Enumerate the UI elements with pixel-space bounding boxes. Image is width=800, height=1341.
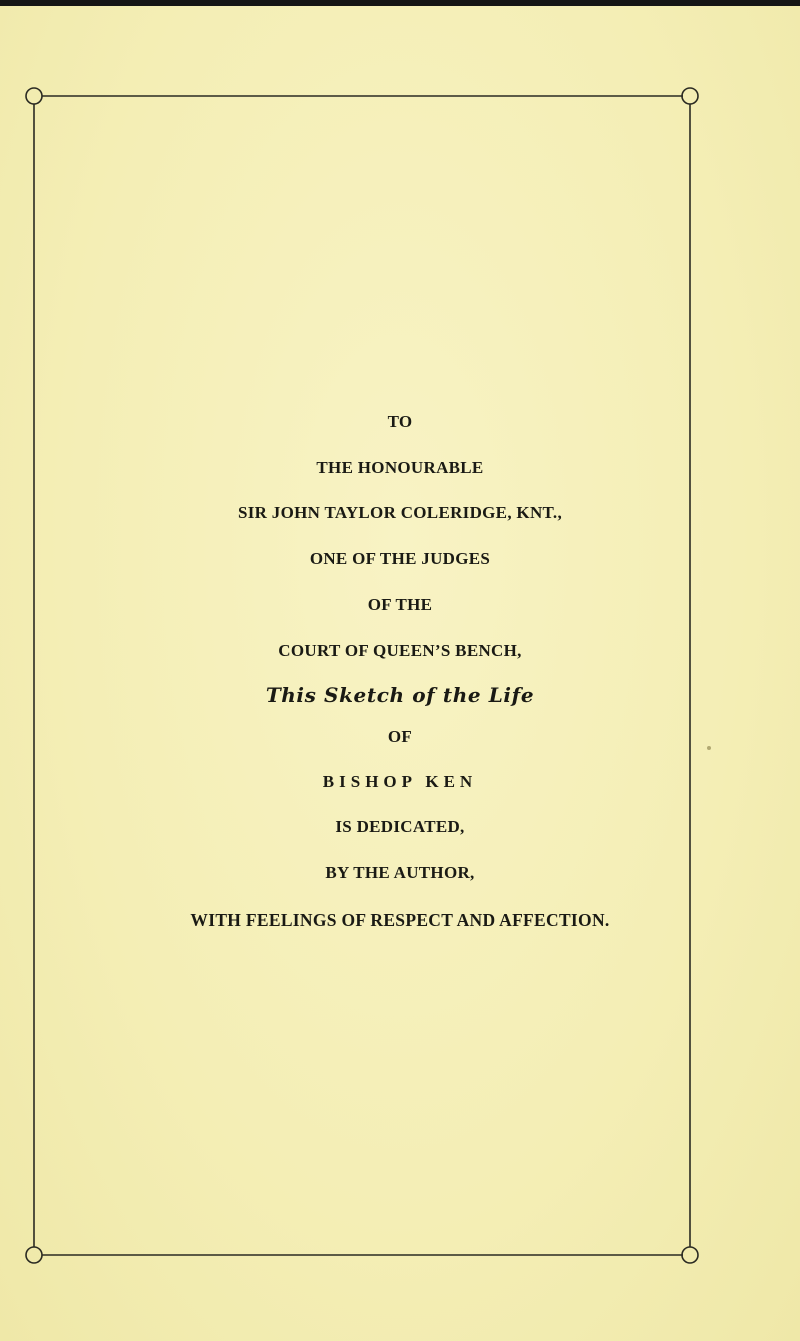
- dedication-is-dedicated: IS DEDICATED,: [335, 817, 465, 836]
- dedication-closing: WITH FEELINGS OF RESPECT AND AFFECTION.: [190, 910, 610, 930]
- dedicatee-court: COURT OF QUEEN’S BENCH,: [278, 641, 522, 660]
- dedicatee-office: ONE OF THE JUDGES: [309, 549, 491, 568]
- dedication-by-author: BY THE AUTHOR,: [325, 863, 475, 882]
- corner-ring-top-right-icon: [682, 88, 698, 104]
- dedication-honourable: THE HONOURABLE: [316, 458, 484, 477]
- corner-ring-top-left-icon: [26, 88, 42, 104]
- dedication-of: OF: [387, 727, 413, 746]
- subject-name: BISHOP KEN: [322, 772, 478, 791]
- work-title-blackletter: This Sketch of the Life: [265, 683, 535, 707]
- dedication-to: TO: [387, 412, 413, 431]
- dedicatee-name: SIR JOHN TAYLOR COLERIDGE, KNT.,: [237, 503, 562, 522]
- dedication-of-the: OF THE: [367, 595, 433, 614]
- corner-ring-bottom-left-icon: [26, 1247, 42, 1263]
- dedication-block: [0, 412, 800, 931]
- corner-ring-bottom-right-icon: [682, 1247, 698, 1263]
